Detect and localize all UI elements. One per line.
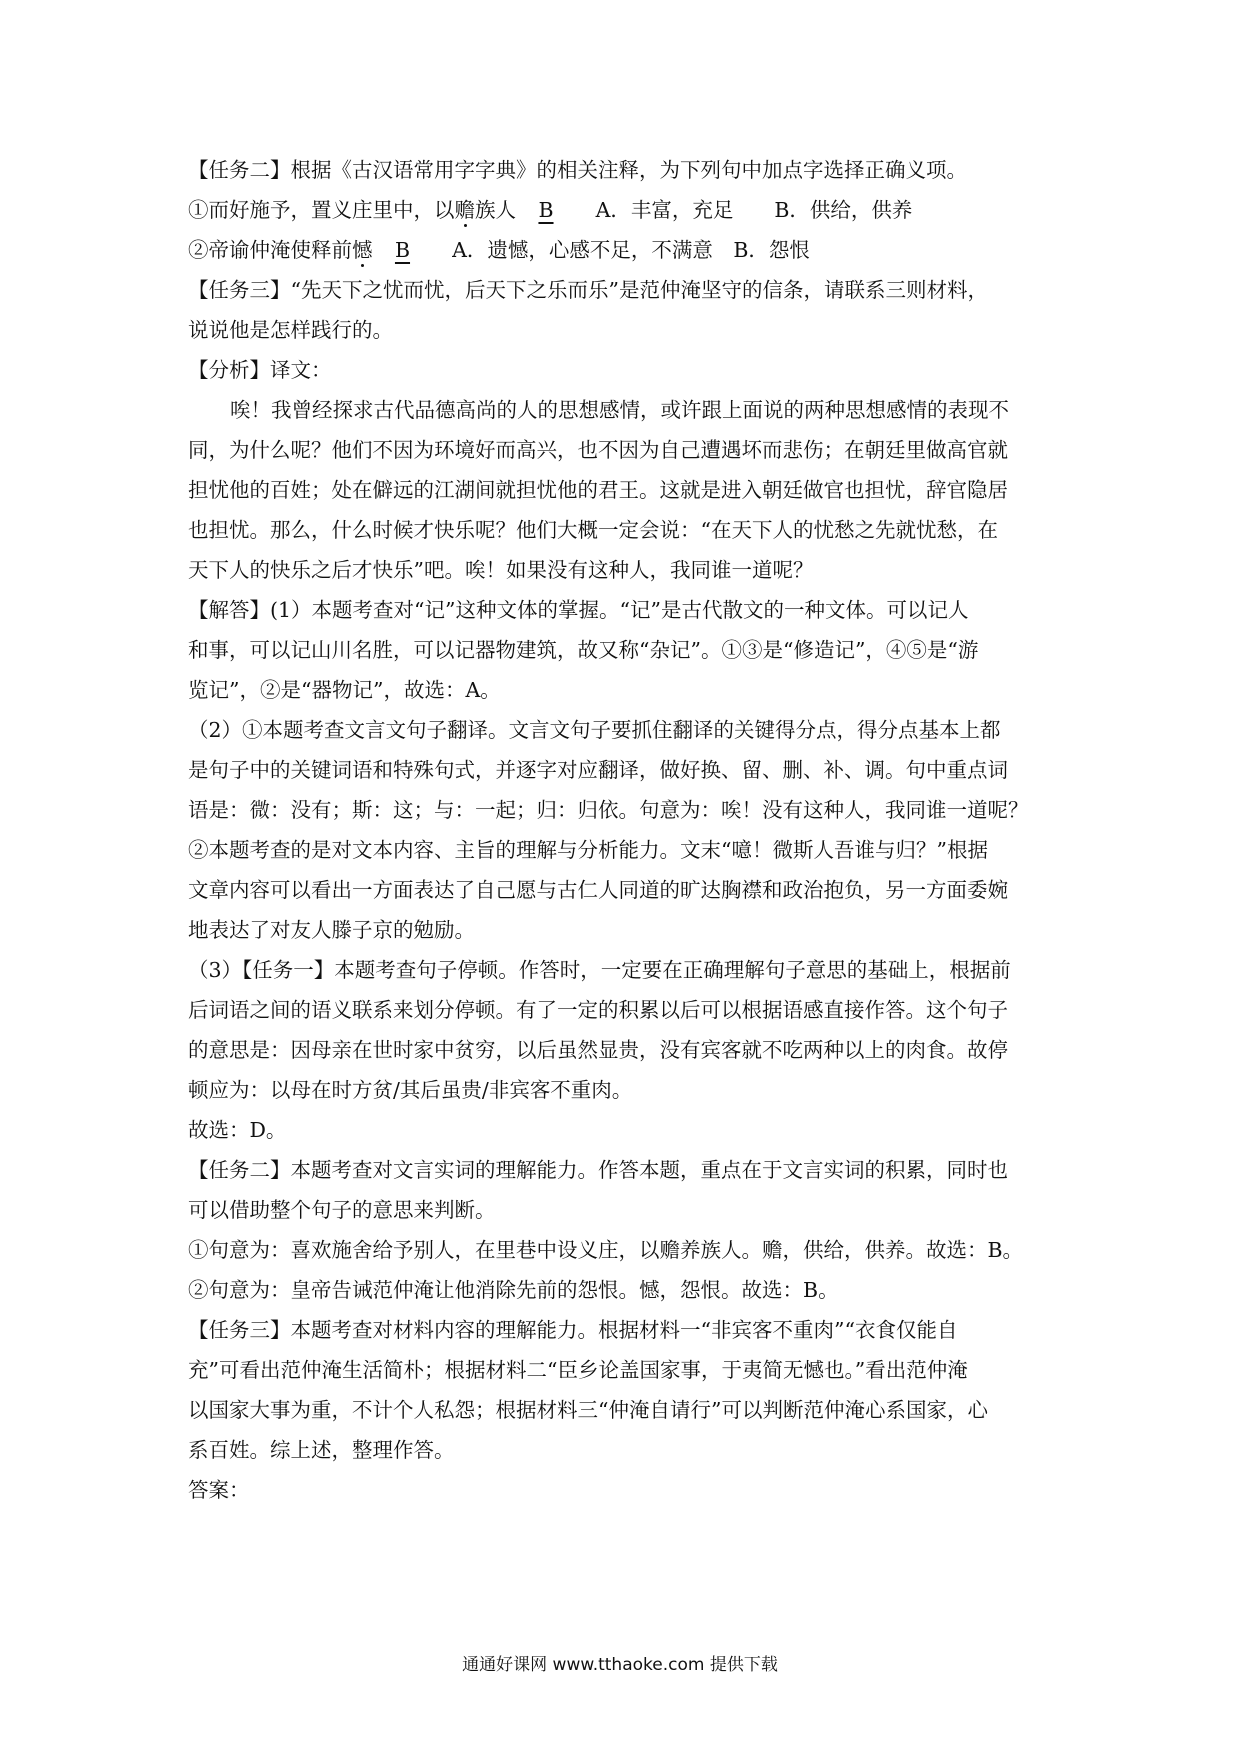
- analysis-heading: 【分析】译文：: [188, 358, 332, 382]
- answer-label: 答案：: [188, 1478, 250, 1502]
- answer-1-line: 和事，可以记山川名胜，可以记器物建筑，故又称“杂记”。①③是“修造记”，④⑤是“游: [188, 638, 979, 662]
- task2-item2-dotted-char: 憾: [352, 238, 373, 262]
- translation-line: 同，为什么呢？他们不因为环境好而高兴，也不因为自己遭遇坏而悲伤；在朝廷里做高官就: [188, 438, 1008, 462]
- answer-2-line: 地表达了对友人滕子京的勉励。: [188, 918, 475, 942]
- task3-question-line: 【任务三】“先天下之忧而忧，后天下之乐而乐”是范仲淹坚守的信条，请联系三则材料，: [188, 278, 988, 302]
- page-footer: 通通好课网 www.tthaoke.com 提供下载: [462, 1655, 778, 1675]
- answer-3-line: 故选：D。: [188, 1118, 287, 1142]
- task2-item1-options: A．丰富，充足 B．供给，供养: [595, 198, 913, 222]
- document-body: [188, 150, 1068, 1510]
- task2-item2-answer-blank: B: [394, 238, 411, 262]
- answer-3-line: （3）【任务一】本题考查句子停顿。作答时，一定要在正确理解句子意思的基础上，根据前: [188, 958, 1011, 982]
- answer-task2-line: ①句意为：喜欢施舍给予别人，在里巷中设义庄，以赡养族人。赡，供给，供养。故选：B。: [188, 1238, 1024, 1262]
- answer-task3-line: 【任务三】本题考查对材料内容的理解能力。根据材料一“非宾客不重肉”“衣食仅能自: [188, 1318, 958, 1342]
- task2-item1-dotted-char: 赡: [454, 198, 475, 222]
- translation-line: 也担忧。那么，什么时候才快乐呢？他们大概一定会说：“在天下人的忧愁之先就忧愁，在: [188, 518, 998, 542]
- answer-1-line: 览记”，②是“器物记”，故选：A。: [188, 678, 501, 702]
- answer-3-line: 的意思是：因母亲在世时家中贫穷，以后虽然显贵，没有宾客就不吃两种以上的肉食。故停: [188, 1038, 1008, 1062]
- answer-2-line: 是句子中的关键词语和特殊句式，并逐字对应翻译，做好换、留、删、补、调。句中重点词: [188, 758, 1008, 782]
- translation-line: 担忧他的百姓；处在僻远的江湖间就担忧他的君王。这就是进入朝廷做官也担忧，辞官隐居: [188, 478, 1008, 502]
- answer-2-line: ②本题考查的是对文本内容、主旨的理解与分析能力。文末“噫！微斯人吾谁与归？”根据: [188, 838, 988, 862]
- answer-2-line: （2）①本题考查文言文句子翻译。文言文句子要抓住翻译的关键得分点，得分点基本上都: [188, 718, 1001, 742]
- task2-item1-text: ①而好施予，置义庄里中，以: [188, 198, 455, 222]
- task2-question: 【任务二】根据《古汉语常用字字典》的相关注释，为下列句中加点字选择正确义项。: [188, 158, 967, 182]
- task2-item-2: [188, 230, 1068, 270]
- task2-item2-text: ②帝谕仲淹使释前: [188, 238, 352, 262]
- task2-item2-options: A．遗憾，心感不足，不满意 B．怨恨: [452, 238, 810, 262]
- answer-task2-line: ②句意为：皇帝告诫范仲淹让他消除先前的怨恨。憾，怨恨。故选：B。: [188, 1278, 839, 1302]
- answer-2-line: 语是：微：没有；斯：这；与：一起；归：归依。句意为：唉！没有这种人，我同谁一道呢？: [188, 798, 1029, 822]
- answer-task3-line: 充”可看出范仲淹生活简朴；根据材料二“臣乡论盖国家事，于夷简无憾也。”看出范仲淹: [188, 1358, 968, 1382]
- answer-task2-line: 可以借助整个句子的意思来判断。: [188, 1198, 496, 1222]
- task2-item1-answer-blank: B: [538, 198, 554, 222]
- task2-item1-text-post: 族人: [475, 198, 516, 222]
- answer-task2-line: 【任务二】本题考查对文言实词的理解能力。作答本题，重点在于文言实词的积累，同时也: [188, 1158, 1008, 1182]
- answer-3-line: 顿应为：以母在时方贫/其后虽贵/非宾客不重肉。: [188, 1078, 633, 1102]
- answer-task3-line: 系百姓。综上述，整理作答。: [188, 1438, 455, 1462]
- translation-line: 天下人的快乐之后才快乐”吧。唉！如果没有这种人，我同谁一道呢？: [188, 558, 814, 582]
- task2-item-1: [188, 190, 1068, 230]
- answer-3-line: 后词语之间的语义联系来划分停顿。有了一定的积累以后可以根据语感直接作答。这个句子: [188, 998, 1008, 1022]
- answer-2-line: 文章内容可以看出一方面表达了自己愿与古仁人同道的旷达胸襟和政治抱负，另一方面委婉: [188, 878, 1008, 902]
- answer-1-line: 【解答】(1）本题考查对“记”这种文体的掌握。“记”是古代散文的一种文体。可以记人: [188, 598, 969, 622]
- answer-task3-line: 以国家大事为重，不计个人私怨；根据材料三“仲淹自请行”可以判断范仲淹心系国家，心: [188, 1398, 988, 1422]
- translation-line: 唉！我曾经探求古代品德高尚的人的思想感情，或许跟上面说的两种思想感情的表现不: [230, 398, 1009, 422]
- task3-question-line: 说说他是怎样践行的。: [188, 318, 393, 342]
